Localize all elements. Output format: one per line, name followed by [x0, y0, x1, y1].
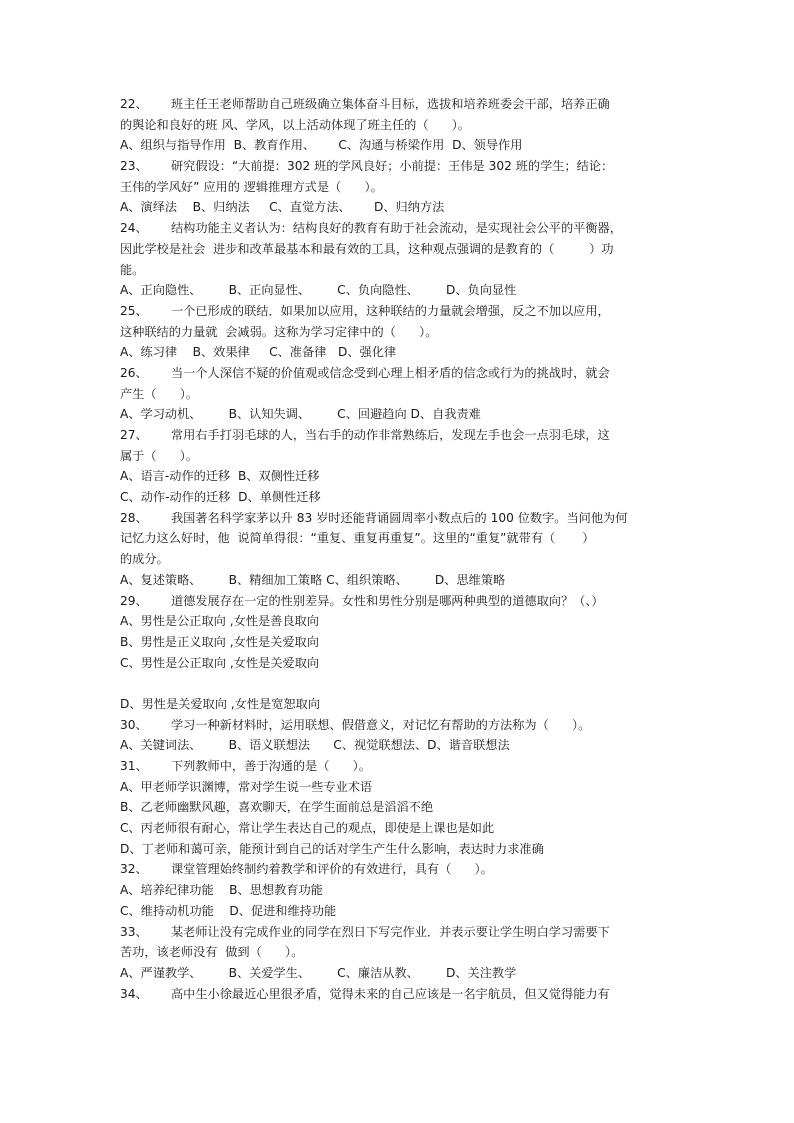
question-text-line: 的舆论和良好的班 风、学风，以上活动体现了班主任的（ ）。 [120, 117, 471, 132]
question-stem-line: 25、 一个已形成的联结．如果加以应用，这种联结的力量就会增强，反之不加以应用， [120, 303, 610, 318]
question-block [120, 922, 680, 984]
question-stem-line: 30、 学习一种新材料时，运用联想、假借意义，对记忆有帮助的方法称为（ ）。 [120, 717, 591, 732]
question-stem-line: 28、 我国著名科学家茅以升 83 岁时还能背诵圆周率小数点后的 100 位数字。当问他为何 [120, 510, 628, 525]
question-text-line: 这种联结的力量就 会减弱。这称为学习定律中的（ ）。 [120, 324, 438, 339]
question-text-line: A、培养纪律功能 B、思想教育功能 [120, 883, 323, 898]
question-block [120, 425, 680, 508]
question-stem-line: 27、 常用右手打羽毛球的人，当右手的动作非常熟练后，发现左手也会一点羽毛球，这 [120, 428, 610, 442]
question-text-line: A、语言-动作的迁移 B、双侧性迁移 [120, 469, 320, 484]
question-block [120, 156, 680, 218]
question-text-line: A、复述策略、 B、精细加工策略 C、组织策略、 D、思维策略 [120, 572, 506, 587]
blank-line [120, 673, 680, 694]
question-text-line: 属于（ ）。 [120, 448, 199, 463]
question-text-line: 因此学校是社会 进步和改革最基本和最有效的工具，这种观点强调的是教育的（ ）功 [120, 241, 614, 256]
question-text-line: A、练习律 B、效果律 C、准备律 D、强化律 [120, 345, 397, 360]
question-text-line: D、丁老师和蔼可亲，能预计到自己的话对学生产生什么影响，表达时力求准确 [120, 841, 544, 856]
question-text-line: A、正向隐性、 B、正向显性、 C、负向隐性、 D、负向显性 [120, 283, 517, 298]
question-stem-line: 34、 高中生小徐最近心里很矛盾，觉得未来的自己应该是一名宇航员，但又觉得能力有 [120, 986, 610, 1001]
question-stem-line: 22、 班主任王老师帮助自己班级确立集体奋斗目标，选拔和培养班委会干部，培养正确 [120, 97, 610, 111]
question-block [120, 984, 680, 1005]
question-stem-line: 31、 下列教师中，善于沟通的是（ ）。 [120, 759, 371, 773]
question-block [120, 301, 680, 363]
question-text-line: A、关键词法、 B、语义联想法 C、视觉联想法、D、谐音联想法 [120, 738, 510, 753]
question-text-line: D、男性是关爱取向 ,女性是宽恕取向 [120, 696, 320, 711]
question-text-line: 王伟的学风好” 应用的 逻辑推理方式是（ ）。 [120, 179, 383, 194]
question-text-line: B、乙老师幽默风趣，喜欢聊天，在学生面前总是滔滔不绝 [120, 800, 434, 815]
document-page [120, 94, 680, 1004]
question-block [120, 859, 680, 921]
question-text-line: C、丙老师很有耐心，常让学生表达自己的观点，即使是上课也是如此 [120, 821, 495, 836]
question-stem-line: 29、 道德发展存在一定的性别差异。女性和男性分别是哪两种典型的道德取向？（、） [120, 593, 604, 608]
question-text-line: A、演绎法 B、归纳法 C、直觉方法、 D、归纳方法 [120, 200, 445, 215]
question-text-line: C、男性是公正取向 ,女性是关爱取向 [120, 655, 320, 670]
question-stem-line: 24、 结构功能主义者认为：结构良好的教育有助于社会流动，是实现社会公平的平衡器， [120, 221, 622, 236]
question-text-line: 产生（ ）。 [120, 386, 199, 401]
question-block [120, 363, 680, 425]
question-text-line: A、严谨教学、 B、关爱学生、 C、廉洁从教、 D、关注教学 [120, 965, 517, 980]
question-text-line: A、学习动机、 B、认知失调、 C、回避趋向 D、自我责难 [120, 407, 481, 422]
question-block [120, 756, 680, 859]
question-stem-line: 32、 课堂管理始终制约着教学和评价的有效进行，具有（ ）。 [120, 862, 493, 877]
question-text-line: C、维持动机功能 D、促进和维持功能 [120, 903, 337, 918]
question-block [120, 508, 680, 591]
question-text-line: A、甲老师学识渊博，常对学生说一些专业术语 [120, 779, 373, 794]
question-stem-line: 26、 当一个人深信不疑的价值观或信念受到心理上相矛盾的信念或行为的挑战时，就会 [120, 365, 610, 380]
question-text-line: B、男性是正义取向 ,女性是关爱取向 [120, 634, 319, 649]
question-block [120, 94, 680, 156]
question-block [120, 591, 680, 715]
question-block [120, 218, 680, 301]
question-stem-line: 33、 某老师让没有完成作业的同学在烈日下写完作业．并表示要让学生明白学习需要下 [120, 924, 610, 939]
question-list [120, 94, 680, 1004]
question-stem-line: 23、 研究假设：“大前提：302 班的学风良好；小前提：王伟是 302 班的学生；结论： [120, 159, 614, 174]
question-text-line: A、男性是公正取向 ,女性是善良取向 [120, 614, 319, 629]
question-text-line: 的成分。 [120, 552, 169, 567]
question-text-line: 苦功，该老师没有 做到（ ）。 [120, 945, 304, 960]
question-text-line: 记忆力这么好时，他 说简单得很：“重复、重复再重复”。这里的“重复”就带有（ ） [120, 531, 595, 546]
question-block [120, 715, 680, 756]
question-text-line: 能。 [120, 262, 145, 277]
question-text-line: A、组织与指导作用 B、教育作用、 C、沟通与桥梁作用 D、领导作用 [120, 138, 523, 153]
question-text-line: C、动作-动作的迁移 D、单侧性迁移 [120, 490, 321, 505]
